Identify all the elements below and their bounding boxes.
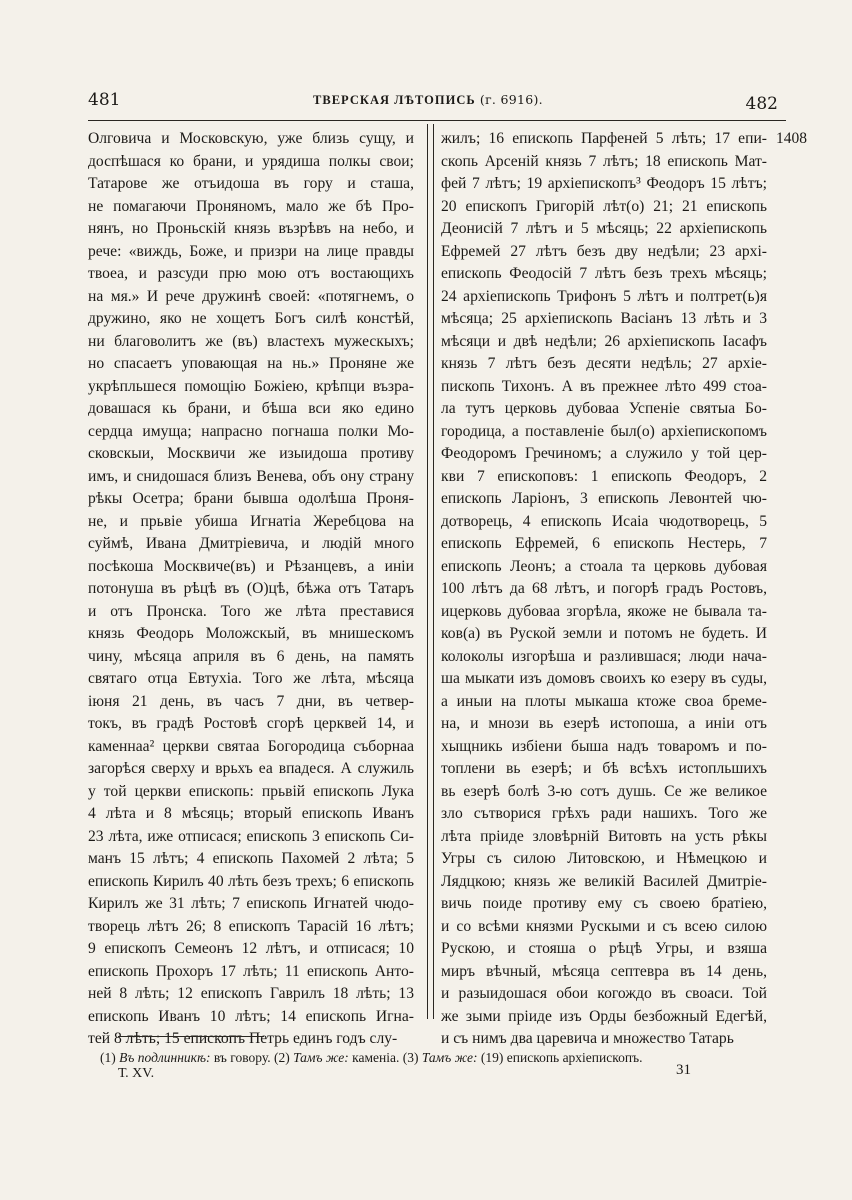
text-line: на, и мнози вь езерѣ истопоша, а иніи отъ: [441, 715, 767, 732]
text-line: вичь поиде противу ему съ своею братіею,: [441, 895, 767, 912]
text-line: 9 епископъ Семеонъ 12 лѣтъ, и отписася; 10: [88, 940, 414, 957]
text-line: епископь Ларіонъ, 3 епископь Левонтей чю-: [441, 490, 767, 507]
text-line: 24 архіепископь Трифонъ 5 лѣтъ и полтрет(ь)я: [441, 287, 767, 305]
text-line: укрѣпльшеся помощію Божіею, крѣпци възра-: [88, 377, 414, 395]
chronicle-year: (г. 6916).: [479, 92, 543, 107]
page-number-left: 481: [88, 90, 121, 110]
text-line: у той церкви епископь: прьвій епископь Лука: [88, 782, 414, 800]
text-line: епископь Феодосій 7 лѣтъ безъ трехъ мѣсяць;: [441, 265, 767, 282]
text-line: Кирилъ же 31 лѣть; 7 епископь Игнатей чюдо-: [88, 895, 414, 912]
text-line: тей 8 лѣть; 15 епископъ Петрь единъ годъ слу-: [88, 1030, 398, 1047]
text-line: епископь Иванъ 10 лѣтъ; 14 епископь Игна-: [88, 1007, 414, 1025]
text-line: рече: «виждь, Боже, и призри на лице правды: [88, 242, 414, 260]
text-line: топлени вь езерѣ; и бѣ всѣхъ истопльшихъ: [441, 760, 767, 777]
chronicle-title: ТВЕРСКАЯ ЛѢТОПИСЬ: [313, 93, 476, 107]
text-line: ни благоволитъ же (въ) властехъ мужескыхъ;: [88, 332, 414, 350]
text-line: епископь Ефремей, 6 епископь Нестерь, 7: [441, 535, 767, 552]
text-line: 20 епископъ Григорій лѣт(о) 21; 21 епископь: [441, 197, 767, 215]
text-column-right: [441, 128, 767, 1051]
text-line: Рускою, и стояша о рѣцѣ Угры, и взяша: [441, 940, 767, 957]
text-line: рѣкы Осетра; брани бывша одолѣша Проня-: [88, 490, 414, 507]
text-line: манъ 15 лѣтъ; 4 епископь Пахомей 2 лѣта; 5: [88, 850, 414, 867]
text-line: сердца имуща; напрасно погнаша полки Мо-: [88, 422, 414, 440]
text-line: Деонисій 7 лѣтъ и 5 мѣсяць; 22 архіепископь: [441, 220, 767, 237]
text-line: посѣкоша Москвиче(въ) и Рѣзанцевъ, а иніи: [88, 557, 414, 575]
text-line: лѣта пріиде зловѣрній Витовть на усть рѣкы: [441, 827, 767, 845]
text-line: хыщникь избіени быша надъ товаромъ и по-: [441, 737, 767, 755]
text-line: каменнаа² церкви святаа Богородица съборнаа: [88, 737, 414, 755]
text-line: доспѣшася ко брани, и урядиша полкы свои;: [88, 152, 414, 170]
text-line: Ефремей 27 лѣтъ безъ дву недѣли; 23 архі-: [441, 242, 767, 260]
text-line: нянъ, но Проньскій князь възрѣвъ на небо, и: [88, 220, 414, 237]
text-line: ней 8 лѣть; 12 епископъ Гаврилъ 18 лѣть; 13: [88, 985, 414, 1002]
text-line: чину, мѣсяца априля въ 6 день, на память: [88, 647, 414, 665]
text-line: мѣсяци и двѣ недѣли; 26 архіепископь Іасафъ: [441, 332, 767, 350]
text-line: князь 7 лѣтъ безъ десяти недѣль; 27 архіе-: [441, 355, 767, 372]
text-line: довашася кь брани, и бѣша вси яко едино: [88, 400, 414, 417]
text-line: твоеа, и разсуди прю мою отъ востающихъ: [88, 265, 414, 282]
text-line: 4 лѣта и 8 мѣсяць; вторый епископь Иванъ: [88, 805, 414, 822]
text-line: святаго отца Евтухіа. Того же лѣта, мѣсяца: [88, 670, 414, 687]
text-line: жилъ; 16 епископь Парфеней 5 лѣть; 17 епи-: [441, 130, 767, 147]
text-line: не помагаючи Проняномъ, мало же бѣ Про-: [88, 197, 414, 215]
text-line: вь езерѣ болѣ 3-ю сотъ душь. Се же великое: [441, 782, 767, 800]
text-line: Феодоромъ Гречиномъ; а служило у той цер-: [441, 445, 767, 462]
text-line: іюня 21 день, въ часъ 7 дни, въ четвер-: [88, 692, 414, 710]
text-line: епископь Кирилъ 40 лѣть безъ трехъ; 6 епископь: [88, 872, 414, 890]
text-line: и отъ Пронска. Того же лѣта преставися: [88, 602, 414, 620]
text-line: и съ нимъ два царевича и множество Татарь: [441, 1030, 734, 1047]
page-number-right: 482: [745, 94, 778, 114]
signature-mark: 31: [676, 1062, 691, 1078]
text-line: загорѣся сверху и врьхъ еа впадеся. А служиль: [88, 760, 414, 777]
text-line: зло сътворися грѣхъ ради нашихъ. Того же: [441, 805, 767, 822]
text-line: ла тутъ церковь дубоваа Успеніе святыа Бо-: [441, 400, 767, 417]
running-header: [88, 90, 778, 118]
text-line: ша мыкати изъ домовъ своихъ ко езеру въ суды,: [441, 670, 767, 687]
text-line: творець лѣтъ 26; 8 епископъ Тарасій 16 лѣтъ;: [88, 917, 414, 935]
text-line: и со всѣми князми Рускыми и съ всею силою: [441, 917, 767, 935]
text-line: токъ, въ градѣ Ростовѣ сгорѣ церквей 14, и: [88, 715, 414, 732]
running-title: [88, 92, 768, 108]
text-line: дружино, яко не хощетъ Богъ силѣ констѣй,: [88, 310, 414, 327]
text-line: дотворець, 4 епископь Исаіа чюдотворець, 5: [441, 512, 767, 530]
footnote-rule: [118, 1036, 264, 1037]
text-line: суймѣ, Ивана Дмитріевича, и людій много: [88, 535, 414, 552]
text-line: городица, а поставленіе был(о) архіепископомъ: [441, 422, 767, 440]
text-line: пископь Тихонъ. А въ прежнее лѣто 499 стоа-: [441, 377, 767, 395]
text-line: сковскыи, Москвичи же изыидоша противу: [88, 445, 414, 462]
text-line: скопь Арсеній князь 7 лѣтъ; 18 епископь Мат-: [441, 152, 767, 170]
text-line: имъ, и снидошася близъ Венева, объ ону страну: [88, 467, 414, 485]
text-line: князь Феодорь Моложскый, въ мнишескомъ: [88, 625, 414, 642]
text-line: а иныи на плоты мыкаша ктоже своа бреме-: [441, 692, 767, 710]
text-line: ков(а) въ Руской земли и потомъ не будеть. И: [441, 625, 767, 642]
text-line: колоколы изгорѣша и разлившася; люди нача-: [441, 647, 767, 665]
text-line: потонуша въ рѣцѣ въ (О)цѣ, бѣжа отъ Татаръ: [88, 580, 414, 597]
footnote-2: (2) Тамъ же: каменіа.: [274, 1050, 400, 1065]
text-line: же зыми пріиде изъ Орды безбожный Едегѣй,: [441, 1007, 767, 1025]
column-divider: [427, 124, 434, 1019]
text-line: но спасаетъ уповающая на нь.» Проняне же: [88, 355, 414, 372]
margin-year: 1408: [776, 130, 807, 147]
text-line: на мя.» И рече дружинѣ своей: «потягнемъ, о: [88, 287, 414, 305]
text-line: епископь Леонъ; а стоала та церковь дубовая: [441, 557, 767, 575]
text-line: 23 лѣта, иже отписася; епископь 3 епископь Си-: [88, 827, 414, 845]
text-line: Олговича и Московскую, уже близь сущу, и: [88, 130, 414, 147]
text-line: Лядцкою; князь же великій Василей Дмитріе-: [441, 872, 767, 890]
text-line: фей 7 лѣтъ; 19 архіепископъ³ Феодоръ 15 лѣтъ;: [441, 175, 767, 192]
text-column-left: [88, 128, 414, 1051]
header-rule: [88, 120, 786, 121]
text-line: мѣсяца; 25 архіепископь Васіанъ 13 лѣть и 3: [441, 310, 767, 327]
text-line: миръ вѣчный, мѣсяца септевра въ 14 день,: [441, 962, 767, 980]
footnotes: [100, 1048, 720, 1067]
text-line: Татарове же отъидоша въ гору и сташа,: [88, 175, 414, 192]
footnote-1: (1) Въ подлинникѣ: въ говору.: [100, 1050, 271, 1065]
text-line: кви 7 епископовъ: 1 епископь Феодоръ, 2: [441, 467, 767, 485]
text-line: Угры съ силою Литовскою, и Нѣмецкою и: [441, 850, 767, 867]
text-line: ицерковь дубоваа згорѣла, якоже не бывала та-: [441, 602, 767, 620]
footnote-3: (3) Тамъ же: (19) епископь архіепископъ.: [402, 1050, 643, 1065]
text-line: 100 лѣтъ да 68 лѣтъ, и погорѣ градъ Ростовъ,: [441, 580, 767, 597]
volume-mark: Т. XV.: [118, 1066, 155, 1081]
text-line: и разыидошася обои когождо въ своаси. Той: [441, 985, 767, 1002]
text-line: не, и прьвіе убиша Игнатіа Жеребцова на: [88, 512, 414, 530]
text-line: епископь Прохоръ 17 лѣть; 11 епископь Анто-: [88, 962, 414, 980]
